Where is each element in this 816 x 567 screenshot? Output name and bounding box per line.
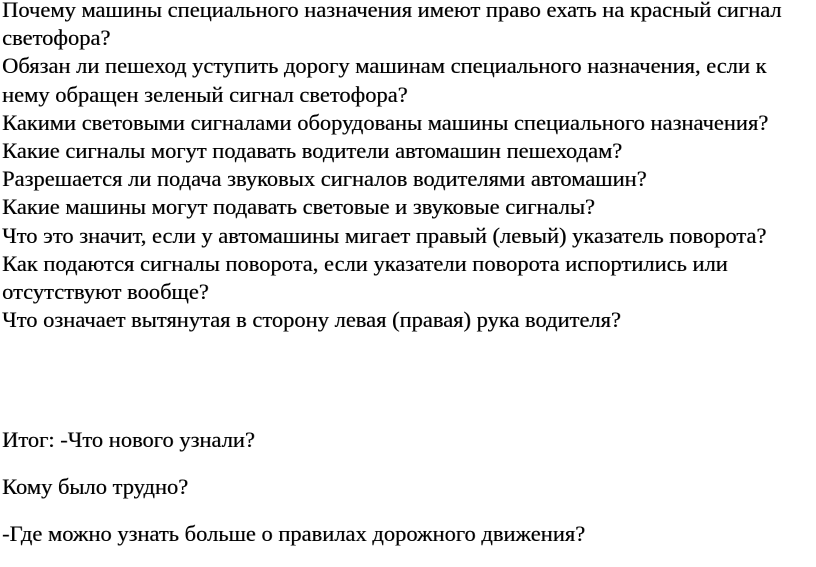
question-6: Какие машины могут подавать световые и звуковые сигналы? xyxy=(2,194,595,220)
summary-line-1: Итог: -Что нового узнали? xyxy=(2,427,255,452)
question-3: Какими световыми сигналами оборудованы машины специального назначения? xyxy=(2,109,769,135)
question-8: Как подаются сигналы поворота, если указатели поворота испортились или отсутствуют вообще? xyxy=(2,250,728,305)
summary-line-2: Кому было трудно? xyxy=(2,473,189,499)
question-5: Разрешается ли подача звуковых сигналов водителями автомашин? xyxy=(2,166,647,192)
summary-block xyxy=(2,426,814,567)
question-2: Обязан ли пешеход уступить дорогу машинам специального назначения, если к нему обращен зеленый сигнал светофора? xyxy=(2,53,767,107)
question-1: Почему машины специального назначения имеют право ехать на красный сигнал светофора? xyxy=(2,0,782,51)
question-list xyxy=(2,0,814,334)
question-4: Какие сигналы могут подавать водители автомашин пешеходам? xyxy=(2,138,623,164)
question-7: Что это значит, если у автомашины мигает правый (левый) указатель поворота? xyxy=(2,222,767,248)
question-9: Что означает вытянутая в сторону левая (правая) рука водителя? xyxy=(2,307,621,333)
summary-line-3: -Где можно узнать больше о правилах дорожного движения? xyxy=(2,520,586,546)
